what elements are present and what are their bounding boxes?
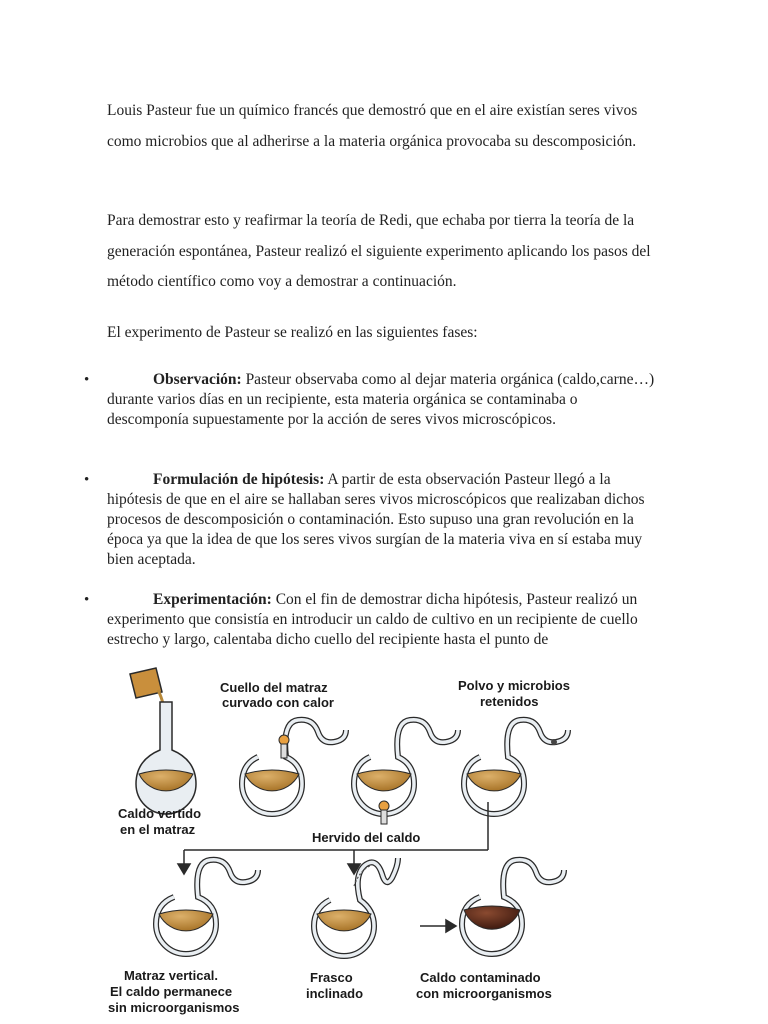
bullet-marker: • bbox=[84, 472, 90, 488]
bullet-marker: • bbox=[84, 372, 90, 388]
flask-boiling bbox=[354, 720, 458, 824]
flask-pouring bbox=[130, 668, 196, 814]
label-vertical-1: Matraz vertical. bbox=[124, 968, 218, 983]
flask-vertical bbox=[156, 860, 258, 954]
bullet-marker: • bbox=[84, 592, 90, 608]
bullet-observacion bbox=[107, 370, 662, 430]
flask-contaminated bbox=[462, 860, 564, 954]
label-vertical-3: sin microorganismos bbox=[108, 1000, 240, 1015]
bullet-term: Observación: bbox=[153, 371, 242, 388]
label-contaminado-2: con microorganismos bbox=[416, 986, 552, 1001]
bullet-text: A partir de esta observación Pasteur llegó a la hipótesis de que en el aire se hallaban seres vivos microscópicos que realizaban dichos procesos de descomposición o contaminación. Esto supuso una gran revolución en la época ya que la idea de que los seres vivos surgían de la materia viva en sí estaba muy bien aceptada. bbox=[107, 471, 645, 568]
label-polvo-2: retenidos bbox=[480, 694, 539, 709]
label-polvo-1: Polvo y microbios bbox=[458, 678, 570, 693]
flask-neck-heating bbox=[242, 720, 346, 814]
flask-tilted bbox=[314, 858, 398, 956]
label-contaminado-1: Caldo contaminado bbox=[420, 970, 541, 985]
bullet-term: Formulación de hipótesis: bbox=[153, 471, 325, 488]
bullet-hipotesis bbox=[107, 470, 662, 570]
label-frasco-1: Frasco bbox=[310, 970, 353, 985]
redi-paragraph: Para demostrar esto y reafirmar la teoría de Redi, que echaba por tierra la teoría de la generación espontánea, Pasteur realizó el siguiente experimento aplicando los pasos del método científico como voy a demostrar a continuación. bbox=[107, 212, 651, 290]
label-caldo-vertido-1: Caldo vertido bbox=[118, 806, 202, 821]
bullet-experimentacion bbox=[107, 590, 662, 650]
flask-dust-retained bbox=[464, 720, 568, 814]
pasteur-experiment-figure bbox=[108, 662, 578, 1020]
phases-paragraph: El experimento de Pasteur se realizó en las siguientes fases: bbox=[107, 324, 478, 341]
label-cuello-1: Cuello del matraz bbox=[220, 680, 328, 695]
label-caldo-vertido-2: en el matraz bbox=[120, 822, 196, 837]
label-vertical-2: El caldo permanece bbox=[110, 984, 233, 999]
bullet-text: Con el fin de demostrar dicha hipótesis, Pasteur realizó un experimento que consistía en introducir un caldo de cultivo en un recipiente de cuello estrecho y largo, calentaba dicho cuello del recipiente hasta el punto de bbox=[107, 591, 638, 648]
label-hervido: Hervido del caldo bbox=[312, 830, 421, 845]
bullet-text: Pasteur observaba como al dejar materia orgánica (caldo,carne…) durante varios días en un recipiente, esta materia orgánica se contaminaba o descomponía supuestamente por la acción de seres vivos microscópicos. bbox=[107, 371, 655, 428]
label-cuello-2: curvado con calor bbox=[222, 695, 334, 710]
intro-paragraph: Louis Pasteur fue un químico francés que demostró que en el aire existían seres vivos como microbios que al adherirse a la materia orgánica provocaba su descomposición. bbox=[107, 102, 638, 150]
label-frasco-2: inclinado bbox=[306, 986, 364, 1001]
bullet-term: Experimentación: bbox=[153, 591, 272, 608]
